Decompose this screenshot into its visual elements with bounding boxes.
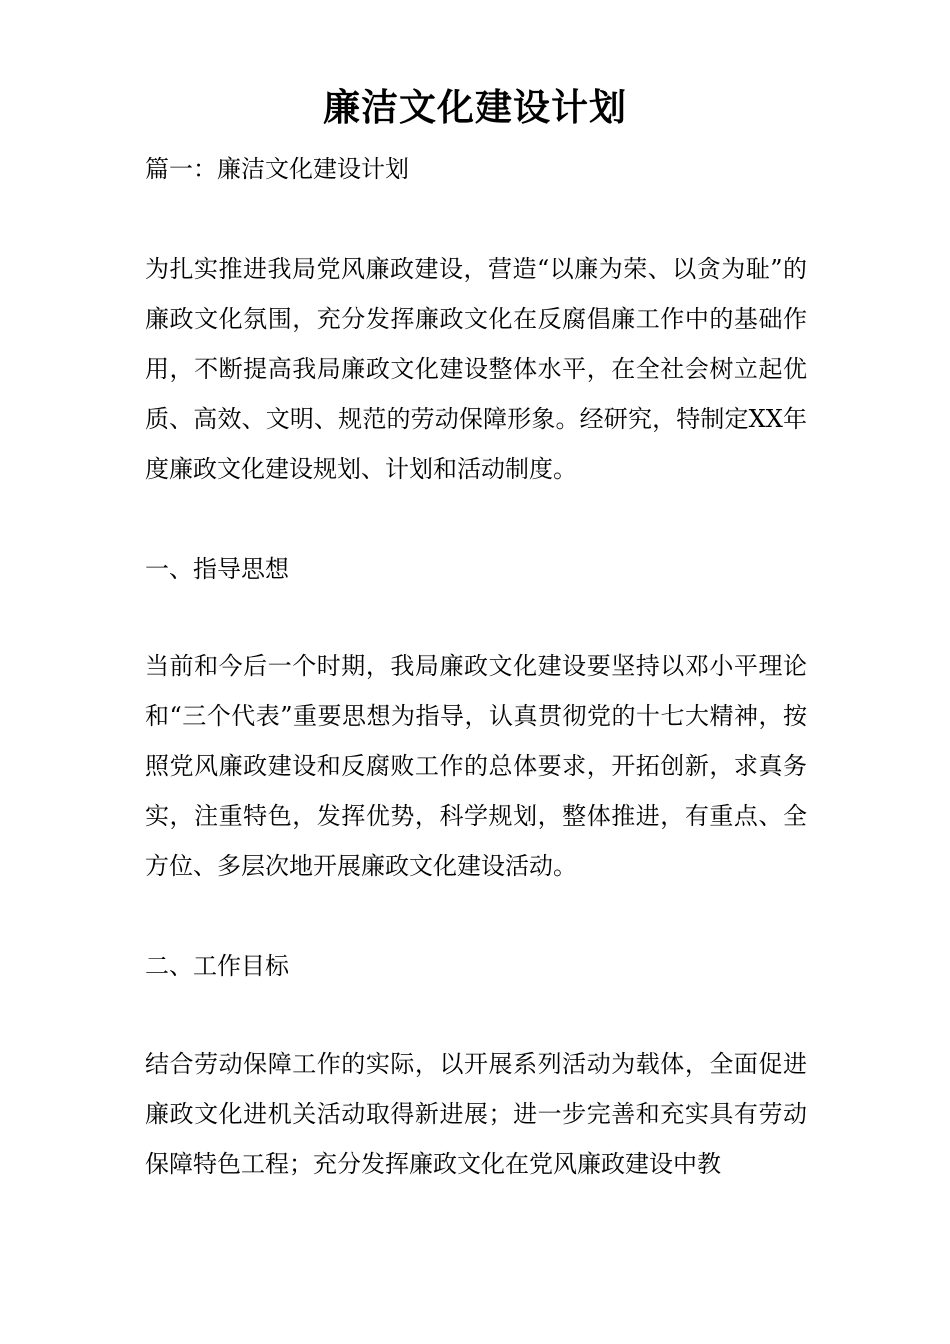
paragraph-guiding-ideology: 当前和今后一个时期，我局廉政文化建设要坚持以邓小平理论和“三个代表”重要思想为指导，认真贯彻党的十七大精神，按照党风廉政建设和反腐败工作的总体要求，开拓创新，求真务实，注重特色，发挥优势，科学规划，整体推进，有重点、全方位、多层次地开展廉政文化建设活动。 <box>145 652 807 880</box>
section-heading-work-goals: 二、工作目标 <box>145 952 289 980</box>
paragraph-work-goals: 结合劳动保障工作的实际，以开展系列活动为载体，全面促进廉政文化进机关活动取得新进展；进一步完善和充实具有劳动保障特色工程；充分发挥廉政文化在党风廉政建设中教 <box>145 1050 807 1178</box>
section-heading-guiding-ideology: 一、指导思想 <box>145 555 289 583</box>
paragraph-intro: 为扎实推进我局党风廉政建设，营造“以廉为荣、以贪为耻”的廉政文化氛围，充分发挥廉政文化在反腐倡廉工作中的基础作用，不断提高我局廉政文化建设整体水平，在全社会树立起优质、高效、文明、规范的劳动保障形象。经研究，特制定XX年度廉政文化建设规划、计划和活动制度。 <box>145 255 807 483</box>
document-subtitle: 篇一：廉洁文化建设计划 <box>145 155 409 183</box>
document-title: 廉洁文化建设计划 <box>323 85 627 129</box>
